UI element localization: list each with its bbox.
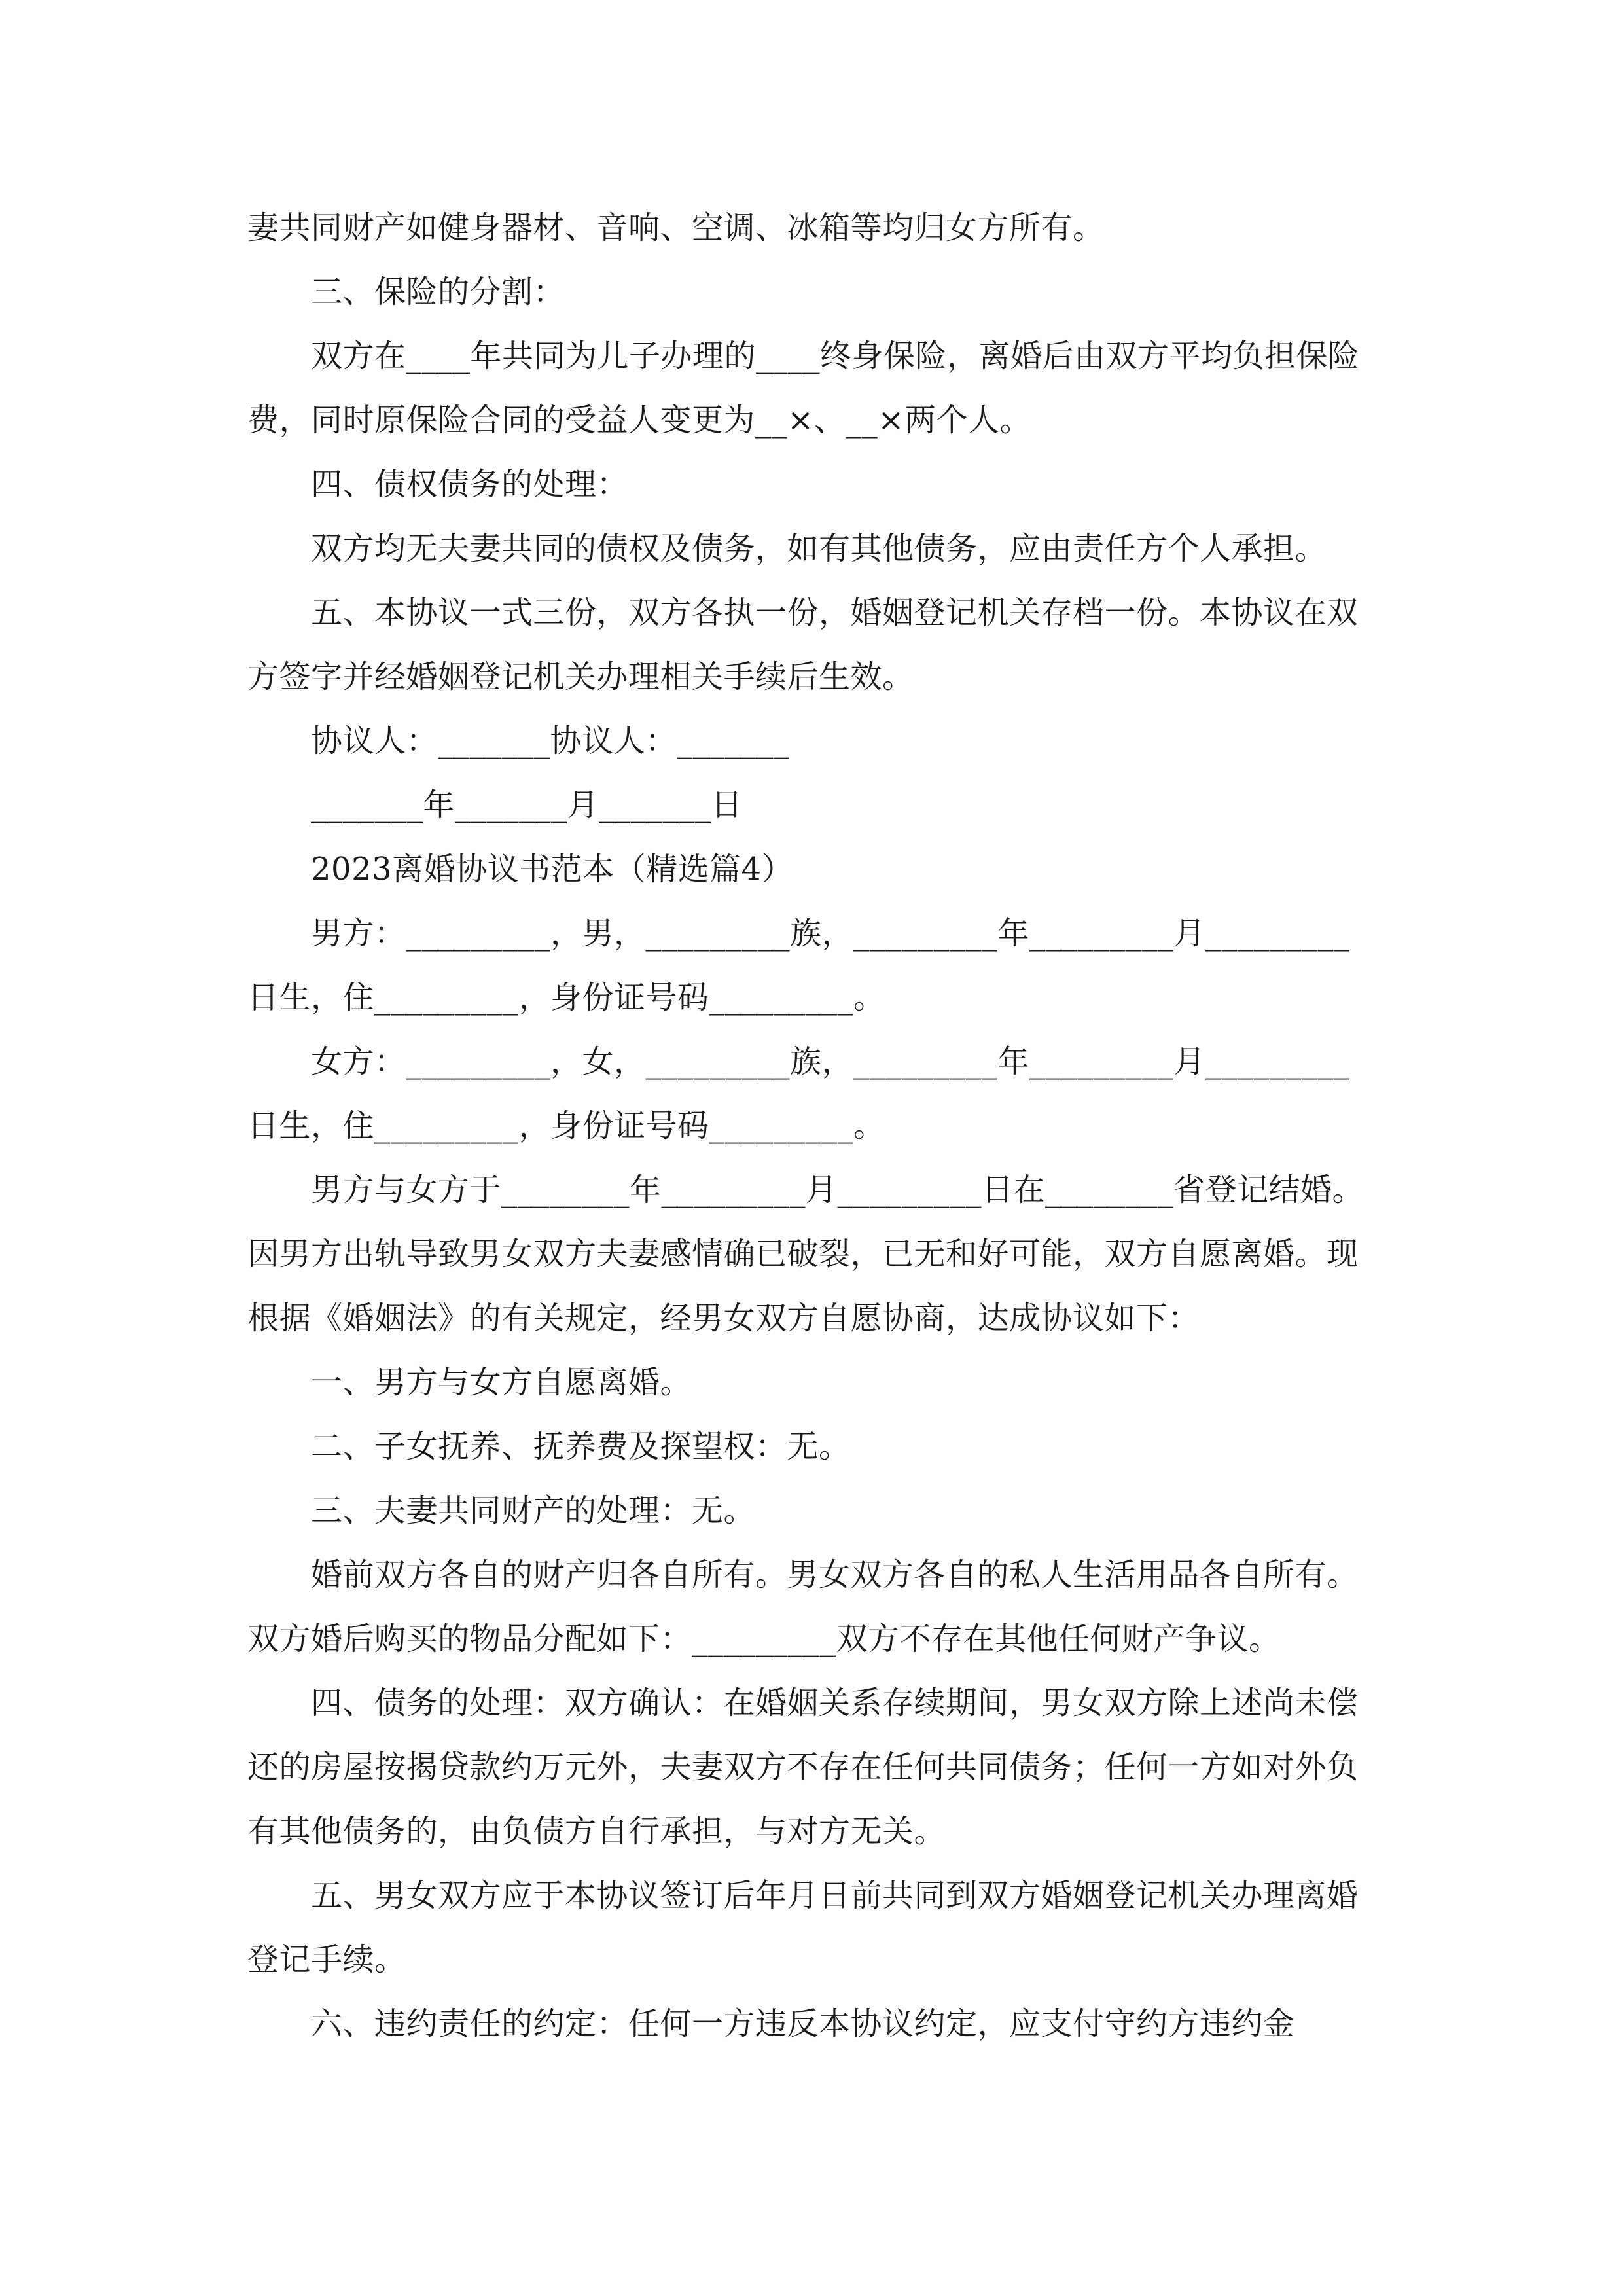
clause-line: 六、违约责任的约定：任何一方违反本协议约定，应支付守约方违约金: [311, 2005, 1295, 2042]
text-line: 因男方出轨导致男女双方夫妻感情确已破裂，已无和好可能，双方自愿离婚。现: [247, 1236, 1359, 1272]
text-line: 婚前双方各自的财产归各自所有。男女双方各自的私人生活用品各自所有。: [311, 1556, 1359, 1593]
text-line: 双方婚后购买的物品分配如下：_________双方不存在其他任何财产争议。: [247, 1621, 1281, 1657]
clause-line: 五、男女双方应于本协议签订后年月日前共同到双方婚姻登记机关办理离婚: [311, 1877, 1359, 1914]
text-line: 有其他债务的，由负债方自行承担，与对方无关。: [247, 1813, 946, 1850]
text-line: 费，同时原保险合同的受益人变更为__×、__×两个人。: [247, 402, 1031, 439]
text-line: 五、本协议一式三份，双方各执一份，婚姻登记机关存档一份。本协议在双: [311, 594, 1359, 631]
clause-line: 四、债务的处理：双方确认：在婚姻关系存续期间，男女双方除上述尚未偿: [311, 1685, 1359, 1721]
text-line: 日生，住_________，身份证号码_________。: [247, 1107, 885, 1144]
text-line: 女方：_________，女，_________族，_________年_________月_________: [311, 1043, 1350, 1080]
clause-line: 三、夫妻共同财产的处理：无。: [311, 1492, 756, 1529]
text-line: 根据《婚姻法》的有关规定，经男女双方自愿协商，达成协议如下：: [247, 1300, 1200, 1336]
text-line: 日生，住_________，身份证号码_________。: [247, 979, 885, 1016]
text-line: 双方在____年共同为儿子办理的____终身保险，离婚后由双方平均负担保险: [311, 338, 1360, 374]
section-title: 2023离婚协议书范本（精选篇4）: [311, 851, 794, 888]
text-line: 男方与女方于________年_________月_________日在________省登记结婚。: [311, 1172, 1364, 1208]
clause-line: 一、男方与女方自愿离婚。: [311, 1364, 692, 1401]
clause-line: 二、子女抚养、抚养费及探望权：无。: [311, 1428, 851, 1465]
section-heading: 四、债权债务的处理：: [311, 466, 629, 503]
text-line: 男方：_________，男，_________族，_________年_________月_________: [311, 915, 1350, 952]
text-line: 还的房屋按揭贷款约万元外，夫妻双方不存在任何共同债务；任何一方如对外负: [247, 1749, 1359, 1785]
text-line: 登记手续。: [247, 1941, 406, 1978]
text-line: 方签字并经婚姻登记机关办理相关手续后生效。: [247, 658, 914, 695]
signature-line: 协议人：_______协议人：_______: [311, 723, 790, 759]
text-line: 双方均无夫妻共同的债权及债务，如有其他债务，应由责任方个人承担。: [311, 530, 1327, 567]
text-line: 妻共同财产如健身器材、音响、空调、冰箱等均归女方所有。: [247, 209, 1105, 246]
section-heading: 三、保险的分割：: [311, 274, 565, 310]
date-line: _______年_______月_______日: [311, 787, 743, 823]
